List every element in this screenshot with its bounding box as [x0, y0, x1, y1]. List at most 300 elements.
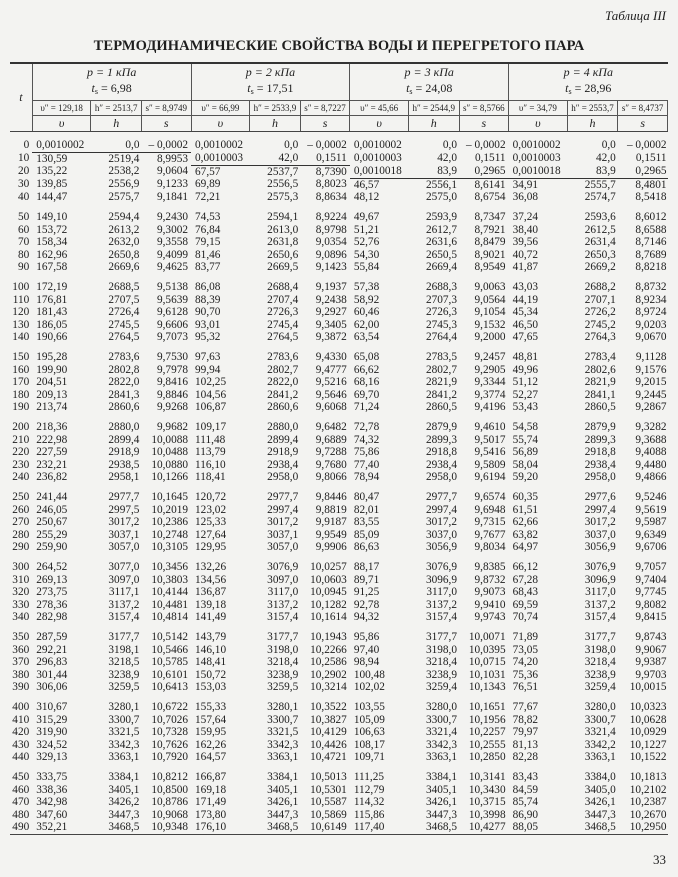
- enthalpy-cell: 3017,2: [584, 516, 616, 528]
- enthalpy-cell: 3218,4: [584, 656, 616, 668]
- column-header-enthalpy: h: [91, 116, 142, 132]
- table-row: [10, 224, 668, 237]
- entropy-cell: 9,3872: [315, 331, 347, 343]
- volume-cell: 38,40: [512, 223, 539, 236]
- enthalpy-cell: 2958,0: [425, 471, 458, 483]
- volume-cell: 92,78: [353, 598, 380, 611]
- enthalpy-cell: 3076,9: [267, 561, 299, 573]
- entropy-cell: 10,8500: [151, 783, 189, 796]
- entropy-cell: 0,1511: [474, 152, 506, 165]
- volume-cell: 66,12: [512, 561, 539, 573]
- volume-cell: 64,97: [512, 541, 539, 553]
- enthalpy-cell: 2783,6: [108, 351, 140, 363]
- entropy-cell: 8,5418: [635, 191, 667, 203]
- entropy-cell: 9,9906: [315, 541, 347, 553]
- enthalpy-cell: 2802,7: [267, 363, 299, 376]
- entropy-cell: 10,5466: [151, 643, 189, 656]
- entropy-cell: 9,8415: [635, 611, 667, 623]
- enthalpy-cell: 2880,0: [267, 421, 299, 433]
- volume-cell: 98,94: [353, 656, 380, 668]
- volume-cell: 75,86: [353, 446, 380, 458]
- enthalpy-cell: 3097,0: [267, 573, 299, 586]
- volume-cell: 150,72: [195, 668, 227, 681]
- enthalpy-cell: 3300,7: [584, 713, 616, 726]
- entropy-cell: 10,3827: [310, 713, 347, 726]
- temperature-cell: 50: [17, 211, 30, 223]
- saturated-volume: υ″ = 45,66: [350, 101, 409, 116]
- enthalpy-cell: 2764,5: [108, 331, 140, 343]
- table-row: [10, 434, 668, 447]
- entropy-cell: 8,9549: [474, 261, 506, 273]
- table-row: [10, 236, 668, 249]
- entropy-cell: 9,9187: [315, 516, 347, 528]
- volume-cell: 46,50: [512, 318, 539, 331]
- enthalpy-cell: 3321,4: [584, 726, 616, 738]
- temperature-cell: 270: [12, 516, 30, 528]
- temperature-cell: 160: [12, 363, 30, 376]
- volume-cell: 173,80: [195, 808, 227, 821]
- entropy-cell: 9,8034: [474, 541, 506, 553]
- volume-cell: 149,10: [36, 211, 68, 223]
- enthalpy-cell: 2977,7: [425, 491, 458, 503]
- entropy-cell: 0,2965: [459, 165, 509, 178]
- entropy-cell: 9,2927: [315, 306, 347, 318]
- volume-cell: 190,66: [36, 331, 68, 343]
- volume-cell: 0,0010002: [512, 139, 561, 152]
- table-row: [10, 796, 668, 809]
- volume-cell: 88,05: [509, 821, 568, 834]
- temperature-cell: 0: [23, 139, 30, 152]
- volume-cell: 75,36: [512, 668, 539, 681]
- entropy-cell: 9,5809: [474, 458, 506, 471]
- enthalpy-cell: 2841,1: [584, 388, 616, 401]
- volume-cell: 352,21: [32, 821, 91, 834]
- enthalpy-cell: 2783,4: [584, 351, 616, 363]
- entropy-cell: 10,2386: [151, 516, 189, 528]
- volume-cell: 176,10: [191, 821, 250, 834]
- entropy-cell: 9,1576: [635, 363, 667, 376]
- column-header-entropy: s: [618, 116, 668, 132]
- entropy-cell: 10,2019: [151, 503, 189, 516]
- temperature-cell: 300: [12, 561, 30, 573]
- entropy-cell: 8,6754: [474, 191, 506, 203]
- entropy-cell: 9,7680: [315, 458, 347, 471]
- entropy-cell: 10,1266: [151, 471, 189, 483]
- entropy-cell: 10,2266: [310, 643, 347, 656]
- table-row: [10, 681, 668, 694]
- enthalpy-cell: 2802,7: [425, 363, 458, 376]
- enthalpy-cell: 3177,7: [425, 631, 458, 643]
- volume-cell: 287,59: [36, 631, 68, 643]
- entropy-cell: 10,3141: [468, 771, 506, 783]
- entropy-cell: 9,5216: [315, 376, 347, 388]
- enthalpy-cell: 2574,7: [584, 191, 616, 203]
- entropy-cell: 10,5587: [310, 796, 347, 808]
- volume-cell: 48,81: [512, 351, 539, 363]
- enthalpy-cell: 2802,8: [108, 363, 140, 376]
- entropy-cell: 9,4866: [635, 471, 667, 483]
- enthalpy-cell: 3117,1: [108, 586, 140, 598]
- entropy-cell: 10,7328: [151, 726, 189, 738]
- volume-cell: 127,64: [195, 528, 227, 541]
- volume-cell: 77,40: [353, 458, 380, 471]
- entropy-cell: 9,4196: [474, 401, 506, 413]
- volume-cell: 104,56: [195, 388, 227, 401]
- table-header: [10, 63, 668, 132]
- entropy-cell: 9,9073: [474, 586, 506, 598]
- column-header-enthalpy: h: [408, 116, 459, 132]
- enthalpy-cell: 2997,4: [267, 503, 299, 516]
- enthalpy-cell: 3137,2: [425, 598, 458, 611]
- entropy-cell: 9,9268: [156, 401, 189, 413]
- enthalpy-cell: 3384,1: [425, 771, 458, 783]
- enthalpy-cell: 3426,1: [584, 796, 616, 808]
- volume-cell: 49,67: [353, 211, 380, 223]
- table-row: [10, 471, 668, 484]
- enthalpy-cell: 2899,4: [267, 433, 299, 446]
- entropy-cell: 9,0670: [635, 331, 667, 343]
- saturated-entropy: s″ = 8,7227: [300, 101, 350, 116]
- enthalpy-cell: 2632,0: [108, 236, 140, 248]
- entropy-cell: 8,9724: [635, 306, 667, 318]
- volume-cell: 95,32: [195, 331, 221, 343]
- enthalpy-cell: 3117,0: [585, 586, 616, 598]
- enthalpy-cell: 3259,5: [108, 681, 140, 693]
- table-row: [10, 701, 668, 714]
- enthalpy-cell: 3037,1: [108, 528, 140, 541]
- enthalpy-cell: 3037,0: [425, 528, 458, 541]
- volume-cell: 167,58: [36, 261, 68, 273]
- volume-cell: 72,78: [353, 421, 380, 433]
- volume-cell: 166,87: [195, 771, 227, 783]
- entropy-cell: 10,3522: [310, 701, 347, 713]
- volume-cell: 155,33: [195, 701, 227, 713]
- entropy-cell: 8,8479: [474, 236, 506, 248]
- enthalpy-cell: 3384,0: [584, 771, 616, 783]
- volume-cell: 159,95: [195, 726, 227, 738]
- table-row: [10, 644, 668, 657]
- volume-cell: 108,17: [353, 738, 385, 751]
- enthalpy-cell: 3405,1: [108, 783, 140, 796]
- entropy-cell: 9,5017: [474, 433, 506, 446]
- pressure-block-header: [509, 63, 668, 101]
- volume-cell: 91,25: [353, 586, 380, 598]
- enthalpy-cell: 2783,6: [267, 351, 299, 363]
- table-row: [10, 261, 668, 274]
- enthalpy-cell: 3426,2: [108, 796, 140, 808]
- volume-cell: 52,27: [512, 388, 539, 401]
- entropy-cell: 10,0603: [310, 573, 347, 586]
- entropy-cell: 8,6012: [635, 211, 667, 223]
- entropy-cell: 9,0063: [474, 281, 506, 293]
- saturated-enthalpy: h″ = 2544,9: [408, 101, 459, 116]
- enthalpy-cell: 42,0: [250, 152, 301, 165]
- volume-cell: 43,03: [512, 281, 539, 293]
- enthalpy-cell: 3218,5: [108, 656, 140, 668]
- volume-cell: 120,72: [195, 491, 227, 503]
- volume-cell: 310,67: [36, 701, 68, 713]
- entropy-cell: 9,4777: [315, 363, 347, 376]
- enthalpy-cell: 2594,1: [267, 211, 299, 223]
- entropy-cell: 10,5301: [310, 783, 347, 796]
- enthalpy-cell: 2631,6: [425, 236, 458, 248]
- volume-cell: 186,05: [36, 318, 68, 331]
- temperature-cell: 100: [12, 281, 30, 293]
- volume-cell: 125,33: [195, 516, 227, 528]
- temperature-cell: 80: [17, 248, 30, 261]
- saturated-enthalpy: h″ = 2513,7: [91, 101, 142, 116]
- temperature-cell: 480: [12, 808, 30, 821]
- entropy-cell: 10,3715: [468, 796, 506, 808]
- enthalpy-cell: 2688,2: [584, 281, 616, 293]
- enthalpy-cell: 2783,5: [425, 351, 458, 363]
- enthalpy-cell: 2880,0: [108, 421, 140, 433]
- temperature-cell: 260: [12, 503, 30, 516]
- volume-cell: 81,46: [195, 248, 221, 261]
- entropy-cell: 10,3803: [151, 573, 189, 586]
- temperature-cell: 290: [12, 541, 30, 553]
- entropy-cell: 9,2905: [474, 363, 506, 376]
- entropy-cell: 9,7745: [635, 586, 667, 598]
- volume-cell: 106,63: [353, 726, 385, 738]
- enthalpy-cell: 2764,3: [584, 331, 616, 343]
- temperature-cell: 490: [10, 821, 32, 834]
- entropy-cell: 8,8634: [315, 191, 347, 203]
- entropy-cell: 10,2950: [618, 821, 668, 834]
- entropy-cell: 10,1645: [151, 491, 189, 503]
- entropy-cell: 9,2430: [156, 211, 189, 223]
- table-row: [10, 631, 668, 644]
- entropy-cell: 9,5246: [635, 491, 667, 503]
- enthalpy-cell: 3057,0: [267, 541, 299, 553]
- entropy-cell: 9,2867: [635, 401, 667, 413]
- volume-cell: 59,20: [512, 471, 539, 483]
- table-row: [10, 178, 668, 191]
- enthalpy-cell: 2613,0: [267, 223, 299, 236]
- volume-cell: 56,89: [512, 446, 539, 458]
- enthalpy-cell: 3426,1: [267, 796, 299, 808]
- volume-cell: 157,64: [195, 713, 227, 726]
- enthalpy-cell: 3037,0: [584, 528, 616, 541]
- temperature-cell: 340: [12, 611, 30, 623]
- temperature-cell: 170: [12, 376, 30, 388]
- saturated-volume: υ″ = 34,79: [509, 101, 568, 116]
- temperature-cell: 310: [12, 573, 30, 586]
- volume-cell: 57,38: [353, 281, 380, 293]
- enthalpy-cell: 2745,3: [425, 318, 458, 331]
- temperature-cell: 440: [12, 751, 30, 763]
- enthalpy-cell: 2997,4: [584, 503, 616, 516]
- table-row: [10, 611, 668, 624]
- table-row: [10, 191, 668, 204]
- entropy-cell: 9,4330: [315, 351, 347, 363]
- entropy-cell: 10,2670: [629, 808, 667, 821]
- volume-cell: 97,40: [353, 643, 380, 656]
- volume-cell: 0,0010002: [353, 139, 402, 152]
- entropy-cell: 8,4801: [635, 178, 667, 191]
- temperature-cell: 180: [12, 388, 30, 401]
- volume-cell: 134,56: [195, 573, 227, 586]
- enthalpy-cell: 3096,9: [425, 573, 458, 586]
- entropy-cell: 9,5619: [635, 503, 667, 516]
- column-header-entropy: s: [300, 116, 350, 132]
- volume-cell: 146,10: [195, 643, 227, 656]
- entropy-cell: 10,1956: [468, 713, 506, 726]
- saturation-temperature-label: $t_s = 28,96$: [565, 81, 612, 96]
- table-row: [10, 459, 668, 472]
- entropy-cell: 9,1532: [474, 318, 506, 331]
- entropy-cell: 0,2965: [618, 165, 668, 178]
- table-row: [10, 771, 668, 784]
- enthalpy-cell: 2822,0: [267, 376, 299, 388]
- temperature-cell: 10: [17, 152, 30, 165]
- enthalpy-cell: 2613,2: [108, 223, 140, 236]
- entropy-cell: 9,9549: [315, 528, 347, 541]
- entropy-cell: 9,6606: [156, 318, 189, 331]
- enthalpy-cell: 3017,2: [108, 516, 140, 528]
- enthalpy-cell: 3096,9: [584, 573, 616, 586]
- volume-cell: 162,26: [195, 738, 227, 751]
- volume-cell: 278,36: [36, 598, 68, 611]
- volume-cell: 0,0010018: [350, 165, 409, 178]
- table-row: [10, 389, 668, 402]
- entropy-cell: 9,8743: [635, 631, 667, 643]
- volume-cell: 0,0010003: [512, 152, 561, 165]
- volume-cell: 90,70: [195, 306, 221, 318]
- volume-cell: 86,90: [512, 808, 539, 821]
- enthalpy-cell: 3363,1: [584, 751, 616, 763]
- volume-cell: 68,16: [353, 376, 380, 388]
- table-row: [10, 491, 668, 504]
- table-row: [10, 726, 668, 739]
- table-row: [10, 574, 668, 587]
- enthalpy-cell: 2821,9: [425, 376, 458, 388]
- volume-cell: 143,79: [195, 631, 227, 643]
- enthalpy-cell: 3218,4: [425, 656, 458, 668]
- volume-cell: 148,41: [195, 656, 227, 668]
- saturated-entropy: s″ = 8,5766: [459, 101, 509, 116]
- volume-cell: 78,94: [353, 471, 380, 483]
- enthalpy-cell: 3238,9: [267, 668, 299, 681]
- volume-cell: 55,74: [512, 433, 539, 446]
- enthalpy-cell: 2977,6: [584, 491, 616, 503]
- volume-cell: 76,84: [195, 223, 221, 236]
- enthalpy-cell: 3342,3: [108, 738, 140, 751]
- table-row: [10, 821, 668, 834]
- volume-cell: 80,47: [353, 491, 380, 503]
- enthalpy-cell: 2899,3: [425, 433, 458, 446]
- enthalpy-cell: 2841,2: [267, 388, 299, 401]
- volume-cell: 273,75: [36, 586, 68, 598]
- enthalpy-cell: 3137,2: [267, 598, 299, 611]
- entropy-cell: 10,7626: [151, 738, 189, 751]
- volume-cell: 67,57: [195, 165, 221, 178]
- enthalpy-cell: 2938,4: [584, 458, 616, 471]
- volume-cell: 88,39: [195, 293, 221, 306]
- entropy-cell: 10,4814: [151, 611, 189, 623]
- entropy-cell: 9,6948: [474, 503, 506, 516]
- enthalpy-cell: 42,0: [437, 152, 458, 165]
- saturated-entropy: s″ = 8,4737: [618, 101, 668, 116]
- enthalpy-cell: 2899,4: [108, 433, 140, 446]
- entropy-cell: 8,7390: [315, 165, 347, 178]
- saturated-volume: υ″ = 66,99: [191, 101, 250, 116]
- entropy-cell: 9,6194: [474, 471, 506, 483]
- table-row: [10, 331, 668, 344]
- volume-cell: 139,85: [36, 178, 68, 191]
- table-row: [10, 669, 668, 682]
- table-row: [10, 294, 668, 307]
- volume-cell: 116,10: [195, 458, 226, 471]
- volume-cell: 117,40: [350, 821, 409, 834]
- volume-cell: 319,90: [36, 726, 68, 738]
- entropy-cell: 9,0896: [315, 248, 347, 261]
- enthalpy-cell: 2726,4: [108, 306, 140, 318]
- enthalpy-cell: 3077,0: [108, 561, 140, 573]
- enthalpy-cell: 3076,9: [584, 561, 616, 573]
- volume-cell: 111,25: [353, 771, 385, 783]
- entropy-cell: 10,0628: [629, 713, 667, 726]
- volume-cell: 82,01: [353, 503, 380, 516]
- entropy-cell: 9,6128: [156, 306, 189, 318]
- column-header-enthalpy: h: [250, 116, 301, 132]
- entropy-cell: 8,7921: [474, 223, 506, 236]
- enthalpy-cell: 3300,7: [108, 713, 140, 726]
- volume-cell: 109,71: [353, 751, 385, 763]
- enthalpy-cell: 2556,5: [267, 178, 299, 191]
- entropy-cell: 10,6149: [300, 821, 350, 834]
- entropy-cell: 10,1343: [468, 681, 506, 693]
- temperature-cell: 320: [12, 586, 30, 598]
- entropy-cell: 8,9224: [315, 211, 347, 223]
- volume-cell: 54,58: [512, 421, 539, 433]
- entropy-cell: 9,7978: [156, 363, 189, 376]
- temperature-cell: 350: [12, 631, 30, 643]
- enthalpy-cell: 3056,9: [584, 541, 616, 553]
- enthalpy-cell: 3468,5: [567, 821, 618, 834]
- entropy-cell: 9,2015: [635, 376, 667, 388]
- entropy-cell: 10,0715: [468, 656, 506, 668]
- volume-cell: 102,02: [353, 681, 385, 693]
- entropy-cell: 10,2748: [151, 528, 189, 541]
- volume-cell: 36,08: [512, 191, 539, 203]
- table-row: [10, 249, 668, 262]
- table-row: [10, 376, 668, 389]
- entropy-cell: 10,2257: [468, 726, 506, 738]
- enthalpy-cell: 2879,9: [425, 421, 458, 433]
- volume-cell: 63,54: [353, 331, 380, 343]
- volume-cell: 0,0010018: [509, 165, 568, 178]
- volume-cell: 51,12: [512, 376, 539, 388]
- volume-cell: 71,24: [353, 401, 380, 413]
- volume-cell: 79,15: [195, 236, 221, 248]
- entropy-cell: 10,1282: [310, 598, 347, 611]
- entropy-cell: 10,3998: [468, 808, 506, 821]
- enthalpy-cell: 83,9: [408, 165, 459, 178]
- table-row: [10, 599, 668, 612]
- volume-cell: 100,48: [353, 668, 385, 681]
- enthalpy-cell: 2650,6: [267, 248, 299, 261]
- entropy-cell: 10,5142: [151, 631, 189, 643]
- temperature-cell: 460: [12, 783, 30, 796]
- page-number: 33: [653, 852, 666, 867]
- enthalpy-cell: 3280,1: [108, 701, 140, 713]
- entropy-cell: 9,4480: [635, 458, 667, 471]
- enthalpy-cell: 0,0: [601, 139, 616, 152]
- volume-cell: 79,97: [512, 726, 539, 738]
- enthalpy-cell: 3037,1: [267, 528, 299, 541]
- temperature-cell: 470: [12, 796, 30, 808]
